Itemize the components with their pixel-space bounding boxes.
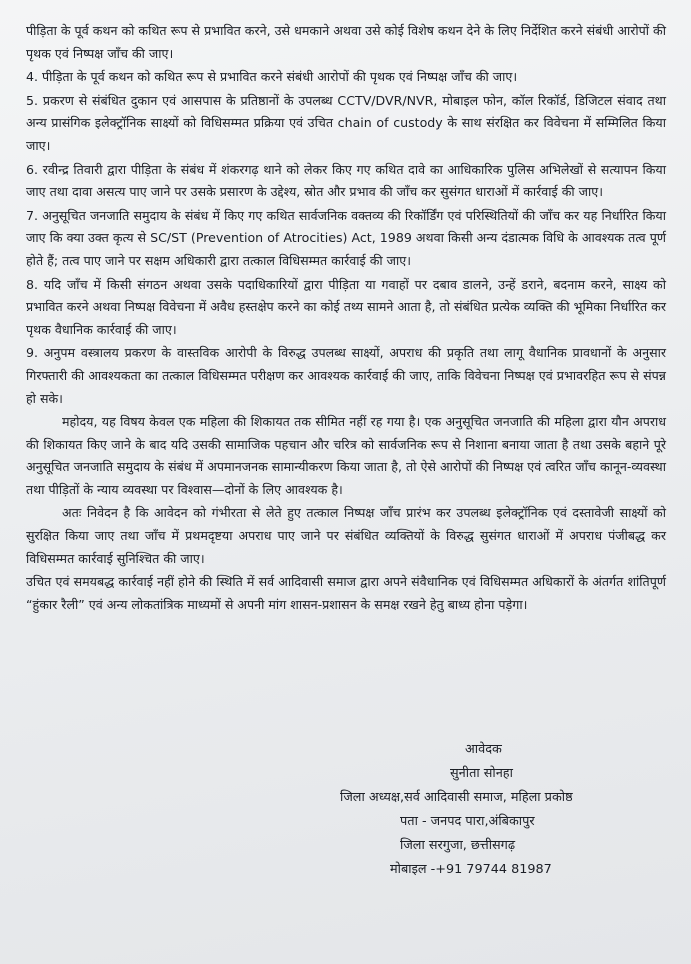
- applicant-label: आवेदक: [465, 742, 502, 757]
- paragraph-point-6: 6. रवीन्द्र तिवारी द्वारा पीड़िता के संबंध में शंकरगढ़ थाने को लेकर किए गए कथित दावे का आधिकारिक पुलिस अभिलेखों से सत्यापन किया जाए तथा दावा असत्य पाए जाने पर उसके प्रसारण के उद्देश्य, स्रोत और प्रभाव की जाँच कर सुसंगत धाराओं में कार्रवाई की जाए।: [26, 161, 666, 200]
- paragraph-mahoday: महोदय, यह विषय केवल एक महिला की शिकायत तक सीमित नहीं रह गया है। एक अनुसूचित जनजाति की महिला द्वारा यौन अपराध की शिकायत किए जाने के बाद यदि उसकी सामाजिक पहचान और चरित्र को सार्वजनिक रूप से निशाना बनाया जाता है तथा उसके बहाने पूरे अनुसूचित जनजाति समुदाय के संबंध में अपमानजनक सामान्यीकरण किया जाता है, तो ऐसे आरोपों की निष्पक्ष एवं त्वरित जाँच कानून-व्यवस्था तथा पीड़ितों के न्याय व्यवस्था पर विश्वास—दोनों के लिए आवश्यक है।: [26, 414, 666, 497]
- paragraph-request: अतः निवेदन है कि आवेदन को गंभीरता से लेते हुए तत्काल निष्पक्ष जाँच प्रारंभ कर उपलब्ध इलेक्ट्रॉनिक एवं दस्तावेजी साक्ष्यों को सुरक्षित किया जाए तथा जाँच में प्रथमदृष्टया अपराध पाए जाने पर संबंधित व्यक्तियों के विरुद्ध सुसंगत धाराओं में अपराध पंजीबद्ध कर विधिसम्मत कार्रवाई सुनिश्चित की जाए।: [26, 505, 666, 566]
- paragraph-warning: उचित एवं समयबद्ध कार्रवाई नहीं होने की स्थिति में सर्व आदिवासी समाज द्वारा अपने संवैधानिक एवं विधिसम्मत अधिकारों के अंतर्गत शांतिपूर्ण “हुंकार रैली” एवं अन्य लोकतांत्रिक माध्यमों से अपनी मांग शासन-प्रशासन के समक्ष रखने हेतु बाध्य होना पड़ेगा।: [26, 574, 666, 612]
- paragraph-point-4: 4. पीड़िता के पूर्व कथन को कथित रूप से प्रभावित करने संबंधी आरोपों की पृथक एवं निष्पक्ष जाँच की जाए।: [26, 69, 518, 85]
- applicant-name: सुनीता सोनहा: [450, 766, 513, 781]
- paragraph-point-9: 9. अनुपम वस्त्रालय प्रकरण के वास्तविक आरोपी के विरुद्ध उपलब्ध साक्ष्यों, अपराध की प्रकृति तथा लागू वैधानिक प्रावधानों के अनुसार गिरफ्तारी की आवश्यकता का तत्काल विधिसम्मत परीक्षण कर आवश्यक कार्रवाई की जाए, ताकि विवेचना निष्पक्ष एवं प्रभावरहित रूप से संपन्न हो सके।: [26, 345, 666, 406]
- signature-block: [340, 738, 670, 882]
- paragraph-point-5: 5. प्रकरण से संबंधित दुकान एवं आसपास के प्रतिष्ठानों के उपलब्ध CCTV/DVR/NVR, मोबाइल फोन, कॉल रिकॉर्ड, डिजिटल संवाद तथा अन्य प्रासंगिक इलेक्ट्रॉनिक साक्ष्यों को विधिसम्मत प्रक्रिया एवं उचित chain of custody के साथ संरक्षित कर विवेचना में सम्मिलित किया जाए।: [26, 92, 666, 153]
- applicant-designation: जिला अध्यक्ष,सर्व आदिवासी समाज, महिला प्रकोष्ठ: [340, 790, 573, 805]
- paragraph-intro: पीड़िता के पूर्व कथन को कथित रूप से प्रभावित करने, उसे धमकाने अथवा उसे कोई विशेष कथन देने के लिए निर्देशित करने संबंधी आरोपों की पृथक एवं निष्पक्ष जाँच की जाए।: [26, 23, 666, 61]
- letter-body: [26, 20, 666, 617]
- paragraph-point-8: 8. यदि जाँच में किसी संगठन अथवा उसके पदाधिकारियों द्वारा पीड़िता या गवाहों पर दबाव डालने, उन्हें डराने, बदनाम करने, साक्ष्य को प्रभावित करने अथवा निष्पक्ष विवेचना में अवैध हस्तक्षेप करने का कोई तथ्य सामने आता है, तो संबंधित प्रत्येक व्यक्ति की भूमिका निर्धारित कर पृथक वैधानिक कार्रवाई की जाए।: [26, 276, 666, 337]
- applicant-mobile: मोबाइल -+91 79744 81987: [390, 862, 552, 877]
- applicant-district: जिला सरगुजा, छत्तीसगढ़: [400, 838, 516, 853]
- applicant-address: पता - जनपद पारा,अंबिकापुर: [400, 814, 535, 829]
- paragraph-point-7: 7. अनुसूचित जनजाति समुदाय के संबंध में किए गए कथित सार्वजनिक वक्तव्य की रिकॉर्डिंग एवं परिस्थितियों की जाँच कर यह निर्धारित किया जाए कि क्या उक्त कृत्य से SC/ST (Prevention of Atrocities) Act, 1989 अथवा किसी अन्य दंडात्मक विधि के आवश्यक तत्व पूर्ण होते हैं; तत्व पाए जाने पर सक्षम अधिकारी द्वारा तत्काल विधिसम्मत कार्रवाई की जाए।: [26, 207, 666, 268]
